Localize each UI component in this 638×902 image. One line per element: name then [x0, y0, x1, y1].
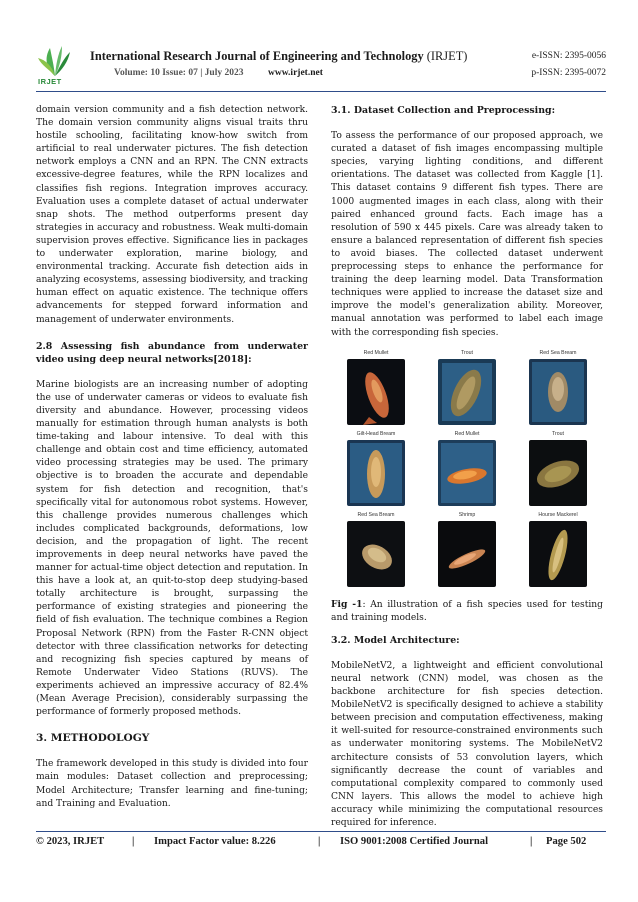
figure-caption [331, 598, 603, 625]
fish-photo [438, 521, 496, 587]
fish-photo [438, 359, 496, 425]
section-3-2-paragraph: MobileNetV2, a lightweight and efficient convolutional neural network (CNN) model, was chosen as the backbone architecture for fish species detection. MobileNetV2 is specifically designed to achieve a stability between precision and computation effectiveness, making it well-suited for resource-constrained environments such as underwater monitoring systems. The MobileNetV2 architecture consists of 53 convolution layers, which significantly decrease the count of variables and computational complexity compared to commonly used CNN layers. This allows the model to achieve high accuracy while minimizing the computational resources required for inference. [331, 660, 603, 828]
fish-photo [529, 521, 587, 587]
header-divider [36, 91, 606, 92]
logo-text: IRJET [38, 77, 62, 86]
figure-cell [422, 512, 512, 592]
pissn: p-ISSN: 2395-0072 [531, 68, 606, 78]
section-3-heading: 3. METHODOLOGY [36, 732, 150, 745]
section-2-8-heading: 2.8 Assessing fish abundance from underwater video using deep neural networks[2018]: [36, 340, 308, 365]
figure-cell [331, 350, 421, 430]
figure-cell [331, 512, 421, 592]
figure-label: Red Sea Bream [539, 349, 577, 356]
figure-label: Trout [552, 430, 564, 437]
figure-cell [513, 350, 603, 430]
footer-separator: | [318, 836, 321, 847]
footer-divider [36, 831, 606, 832]
irjet-logo [36, 44, 74, 90]
section-3-1-heading: 3.1. Dataset Collection and Preprocessing: [331, 105, 556, 116]
journal-website[interactable]: www.irjet.net [268, 68, 323, 78]
fish-photo [529, 359, 587, 425]
fish-photo [347, 440, 405, 506]
eissn: e-ISSN: 2395-0056 [531, 51, 606, 61]
page-header [36, 40, 606, 90]
figure-caption-label: Fig -1 [331, 598, 363, 610]
figure-caption-text: : An illustration of a fish species used for testing and training models. [331, 599, 604, 623]
footer-iso: ISO 9001:2008 Certified Journal [340, 836, 489, 847]
volume-issue: Volume: 10 Issue: 07 | July 2023 [114, 68, 244, 78]
figure-cell [513, 512, 603, 592]
footer-separator: | [530, 836, 533, 847]
footer-impact-factor: Impact Factor value: 8.226 [154, 836, 276, 847]
figure-cell [513, 431, 603, 511]
fish-species-figure [331, 350, 603, 594]
fish-photo [438, 440, 496, 506]
intro-paragraph: domain version community and a fish detection network. The domain version community aligns visual traits thru hostile schooling, facilitating know-how switch from artificial to real underwater pictures. The fish detection network employs a CNN and an RPN. The CNN extracts excessive-degree features, while the RPN localizes and classifies fish regions. Integration improves accuracy. Evaluation uses a complete dataset of actual underwater snap shots. The method outperforms present day strategies in accuracy and robustness. Weak multi-domain supervision proves effective. Significance lies in packages to underwater exploration, marine biology, and environmental tracking. Accurate fish detection aids in analyzing ecosystems, assessing biodiversity, and tracking human effect on aquatic existence. The technique offers advancements for stepped forward information and management of underwater environments. [36, 105, 308, 325]
figure-label: Gilt-Head Bream [356, 430, 396, 437]
figure-label: Shrimp [458, 511, 476, 518]
section-3-2-heading: 3.2. Model Architecture: [331, 634, 460, 646]
section-2-8-paragraph: Marine biologists are an increasing number of adopting the use of underwater cameras or videos to evaluate fish diversity and abundance. However, processing videos manually for estimation through human analysts is both time-taking and labour intensive. To deal with this challenge and obtain cost and time efficiency, automated video processing strategies may be used. The primary objective is to broaden the accurate and dependable system for fish detection and recognition, that's specifically vital for autonomous robot systems. However, this challenge provides numerous challenges which includes complicated backgrounds, deformations, low decision, and the propagation of light. The recent improvements in deep neural networks have paved the manner for actual-time object detection and reputation. In this have a look at, an quit-to-stop deep studying-based totally architecture is brought, surpassing the performance of existing strategies and pioneering the field of fish evaluation. The technique combines a Region Proposal Network (RPN) from the Faster R-CNN object detector with three classification networks for detecting and recognizing fish species captured by means of Remote Underwater Video Stations (RUVS). The experiments achieved an impressive accuracy of 82.4% (Mean Average Precision), considerably surpassing the performance of formerly proposed methods. [36, 379, 308, 718]
figure-label: Red Sea Bream [357, 511, 395, 518]
right-column [331, 104, 603, 830]
page-footer [36, 836, 606, 852]
footer-page-number: Page 502 [546, 836, 587, 847]
figure-label: Red Mullet [454, 430, 480, 437]
fish-photo [347, 359, 405, 425]
figure-label: Red Mullet [363, 349, 389, 356]
figure-label: Hourse Mackerel [538, 511, 578, 518]
fish-photo [529, 440, 587, 506]
footer-separator: | [132, 836, 135, 847]
figure-cell [331, 431, 421, 511]
journal-abbr: (IRJET) [426, 49, 468, 63]
left-column [36, 104, 308, 811]
figure-cell [422, 431, 512, 511]
section-3-1-paragraph: To assess the performance of our proposed approach, we curated a dataset of fish images encompassing multiple species, varying lighting conditions, and different orientations. The dataset was collected from Kaggle [1]. This dataset contains 9 different fish types. There are 1000 augmented images in each class, along with their paired enhanced ground facts. Each image has a resolution of 590 x 445 pixels. Care was already taken to ensure a balanced representation of different fish species to avoid biases. The collected dataset underwent preprocessing steps to enhance the performance for training the deep learning model. Data Transformation techniques were applied to increase the dataset size and improve the model's generalization ability. Moreover, manual annotation was performed to label each image with the corresponding fish species. [331, 131, 603, 338]
figure-cell [422, 350, 512, 430]
fish-photo [347, 521, 405, 587]
journal-name: International Research Journal of Engineering and Technology [90, 49, 424, 63]
section-3-paragraph: The framework developed in this study is divided into four main modules: Dataset collection and preprocessing; Model Architecture; Transfer learning and fine-tuning; and Training and Evaluation. [36, 759, 308, 809]
irjet-leaf-icon [36, 44, 74, 78]
journal-title [90, 49, 467, 64]
footer-copyright: © 2023, IRJET [36, 836, 105, 847]
figure-label: Trout [461, 349, 473, 356]
